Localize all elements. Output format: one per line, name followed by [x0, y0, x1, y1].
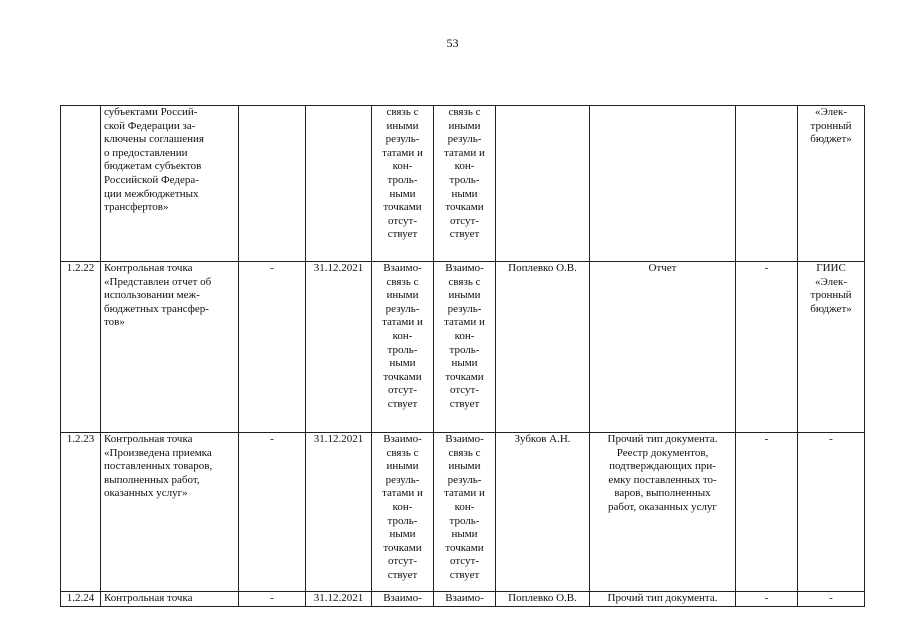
cell-start-date: -	[239, 592, 306, 607]
cell-number	[61, 106, 101, 262]
cell-name: Контрольная точка «Представлен отчет об использовании меж- бюджетных трансфер- тов»	[101, 262, 239, 433]
cell-start-date	[239, 106, 306, 262]
cell-number: 1.2.22	[61, 262, 101, 433]
cell-level	[736, 106, 798, 262]
cell-document	[590, 106, 736, 262]
cell-end-date: 31.12.2021	[306, 592, 372, 607]
cell-system: -	[798, 433, 865, 592]
cell-number: 1.2.23	[61, 433, 101, 592]
cell-name: субъектами Россий- ской Федерации за- ключены соглашения о предоставлении бюджетам субъектов Российской Федера- ции межбюджетных трансфертов»	[101, 106, 239, 262]
cell-document: Прочий тип документа.	[590, 592, 736, 607]
cell-predecessors: Взаимо-	[372, 592, 434, 607]
cell-responsible	[496, 106, 590, 262]
cell-responsible: Поплевко О.В.	[496, 262, 590, 433]
table-row	[61, 592, 865, 607]
cell-number: 1.2.24	[61, 592, 101, 607]
cell-name: Контрольная точка	[101, 592, 239, 607]
cell-document: Отчет	[590, 262, 736, 433]
cell-predecessors: Взаимо- связь с иными резуль- татами и кон- троль- ными точками отсут- ствует	[372, 433, 434, 592]
cell-end-date	[306, 106, 372, 262]
cell-successors: Взаимо-	[434, 592, 496, 607]
cell-document: Прочий тип документа. Реестр документов, подтверждающих при- емку поставленных то- варов, выполненных работ, оказанных услуг	[590, 433, 736, 592]
table-row	[61, 262, 865, 433]
cell-start-date: -	[239, 262, 306, 433]
cell-successors: Взаимо- связь с иными резуль- татами и кон- троль- ными точками отсут- ствует	[434, 262, 496, 433]
cell-level: -	[736, 433, 798, 592]
cell-name: Контрольная точка «Произведена приемка поставленных товаров, выполненных работ, оказанных услуг»	[101, 433, 239, 592]
cell-responsible: Поплевко О.В.	[496, 592, 590, 607]
cell-end-date: 31.12.2021	[306, 433, 372, 592]
cell-responsible: Зубков А.Н.	[496, 433, 590, 592]
table-body	[61, 106, 865, 607]
table-row	[61, 433, 865, 592]
table-row	[61, 106, 865, 262]
cell-system: «Элек- тронный бюджет»	[798, 106, 865, 262]
plan-table	[60, 105, 865, 607]
cell-predecessors: Взаимо- связь с иными резуль- татами и кон- троль- ными точками отсут- ствует	[372, 262, 434, 433]
page-number: 53	[446, 36, 459, 50]
cell-level: -	[736, 262, 798, 433]
cell-end-date: 31.12.2021	[306, 262, 372, 433]
cell-system: -	[798, 592, 865, 607]
cell-level: -	[736, 592, 798, 607]
cell-successors: связь с иными резуль- татами и кон- троль- ными точками отсут- ствует	[434, 106, 496, 262]
cell-predecessors: связь с иными резуль- татами и кон- троль- ными точками отсут- ствует	[372, 106, 434, 262]
cell-successors: Взаимо- связь с иными резуль- татами и кон- троль- ными точками отсут- ствует	[434, 433, 496, 592]
cell-system: ГИИС «Элек- тронный бюджет»	[798, 262, 865, 433]
cell-start-date: -	[239, 433, 306, 592]
